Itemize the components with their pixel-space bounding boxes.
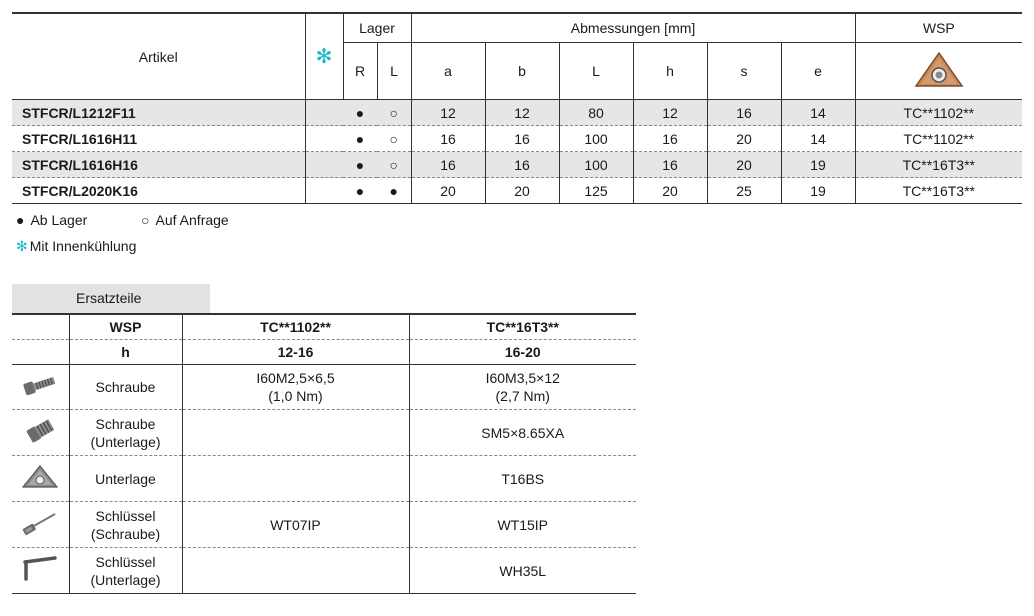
table-row (12, 100, 1022, 126)
part-value-2: T16BS (409, 456, 636, 502)
header-s: s (707, 43, 781, 100)
header-r: R (343, 43, 377, 100)
lager-r-cell: ● (343, 178, 377, 204)
lager-r-cell: ● (343, 100, 377, 126)
lager-l-cell: ○ (377, 152, 411, 178)
part-name: Unterlage (69, 456, 182, 502)
part-name: Schraube (69, 365, 182, 410)
table-row (12, 178, 1022, 204)
a-cell: 16 (411, 152, 485, 178)
a-cell: 20 (411, 178, 485, 204)
b-cell: 20 (485, 178, 559, 204)
b-cell: 16 (485, 152, 559, 178)
length-cell: 125 (559, 178, 633, 204)
s-cell: 25 (707, 178, 781, 204)
wsp-cell: TC**1102** (855, 100, 1022, 126)
lager-l-cell: ● (377, 178, 411, 204)
part-name: Schlüssel (Schraube) (69, 502, 182, 548)
lager-r-cell: ● (343, 126, 377, 152)
wsp-cell: TC**16T3** (855, 152, 1022, 178)
filled-dot-icon: ● (16, 212, 25, 228)
cooling-cell (305, 178, 343, 204)
length-cell: 100 (559, 152, 633, 178)
h-cell: 16 (633, 126, 707, 152)
wsp-header: WSP (69, 314, 182, 340)
h-cell: 16 (633, 152, 707, 178)
h-cell: 20 (633, 178, 707, 204)
part-value-1 (182, 410, 409, 456)
s-cell: 20 (707, 126, 781, 152)
e-cell: 19 (781, 178, 855, 204)
header-artikel: Artikel (12, 13, 305, 100)
table-row (12, 548, 636, 594)
header-e: e (781, 43, 855, 100)
lager-l-cell: ○ (377, 126, 411, 152)
ab-lager-label: Ab Lager (30, 212, 88, 228)
part-value-2: SM5×8.65XA (409, 410, 636, 456)
header-lager: Lager (343, 13, 411, 43)
table-row (12, 152, 1022, 178)
col2-h: 16-20 (409, 340, 636, 365)
lager-l-cell: ○ (377, 100, 411, 126)
header-b: b (485, 43, 559, 100)
table-row (12, 410, 636, 456)
hex-key-icon (12, 548, 69, 594)
triangle-insert-icon (913, 50, 965, 90)
screw-icon (12, 365, 69, 410)
insert-image (855, 43, 1022, 100)
wsp-cell: TC**16T3** (855, 178, 1022, 204)
header-abmessungen: Abmessungen [mm] (411, 13, 855, 43)
header-length: L (559, 43, 633, 100)
table-row (12, 502, 636, 548)
length-cell: 80 (559, 100, 633, 126)
artikel-cell: STFCR/L1616H16 (12, 152, 305, 178)
icon-header (12, 340, 69, 365)
length-cell: 100 (559, 126, 633, 152)
s-cell: 16 (707, 100, 781, 126)
part-name: Schraube (Unterlage) (69, 410, 182, 456)
table-row (12, 365, 636, 410)
table-row (12, 126, 1022, 152)
a-cell: 16 (411, 126, 485, 152)
auf-anfrage-label: Auf Anfrage (155, 212, 229, 228)
cooling-icon: ✻ (16, 238, 28, 254)
part-name: Schlüssel (Unterlage) (69, 548, 182, 594)
table-row (12, 456, 636, 502)
header-cooling-icon: ✻ (305, 13, 343, 100)
icon-header (12, 314, 69, 340)
h-header: h (69, 340, 182, 365)
article-table (12, 12, 1022, 204)
header-h: h (633, 43, 707, 100)
b-cell: 16 (485, 126, 559, 152)
part-value-1: WT07IP (182, 502, 409, 548)
col1-h: 12-16 (182, 340, 409, 365)
cooling-cell (305, 152, 343, 178)
cooling-cell (305, 100, 343, 126)
artikel-cell: STFCR/L1212F11 (12, 100, 305, 126)
col1-wsp: TC**1102** (182, 314, 409, 340)
e-cell: 14 (781, 126, 855, 152)
col2-wsp: TC**16T3** (409, 314, 636, 340)
header-l: L (377, 43, 411, 100)
lager-r-cell: ● (343, 152, 377, 178)
spare-parts-table (12, 313, 636, 594)
h-cell: 12 (633, 100, 707, 126)
part-value-2: I60M3,5×12 (2,7 Nm) (409, 365, 636, 410)
header-a: a (411, 43, 485, 100)
torx-key-icon (12, 502, 69, 548)
e-cell: 14 (781, 100, 855, 126)
part-value-1 (182, 456, 409, 502)
artikel-cell: STFCR/L2020K16 (12, 178, 305, 204)
part-value-2: WT15IP (409, 502, 636, 548)
cooling-label: Mit Innenkühlung (29, 238, 137, 254)
part-value-2: WH35L (409, 548, 636, 594)
part-value-1 (182, 548, 409, 594)
s-cell: 20 (707, 152, 781, 178)
spare-parts-title: Ersatzteile (12, 284, 210, 313)
cooling-cell (305, 126, 343, 152)
artikel-cell: STFCR/L1616H11 (12, 126, 305, 152)
shim-screw-icon (12, 410, 69, 456)
shim-icon (12, 456, 69, 502)
part-value-1: I60M2,5×6,5 (1,0 Nm) (182, 365, 409, 410)
a-cell: 12 (411, 100, 485, 126)
stock-legend (16, 212, 235, 228)
open-dot-icon: ○ (141, 212, 150, 228)
b-cell: 12 (485, 100, 559, 126)
e-cell: 19 (781, 152, 855, 178)
wsp-cell: TC**1102** (855, 126, 1022, 152)
header-wsp: WSP (855, 13, 1022, 43)
cooling-legend (16, 238, 142, 255)
